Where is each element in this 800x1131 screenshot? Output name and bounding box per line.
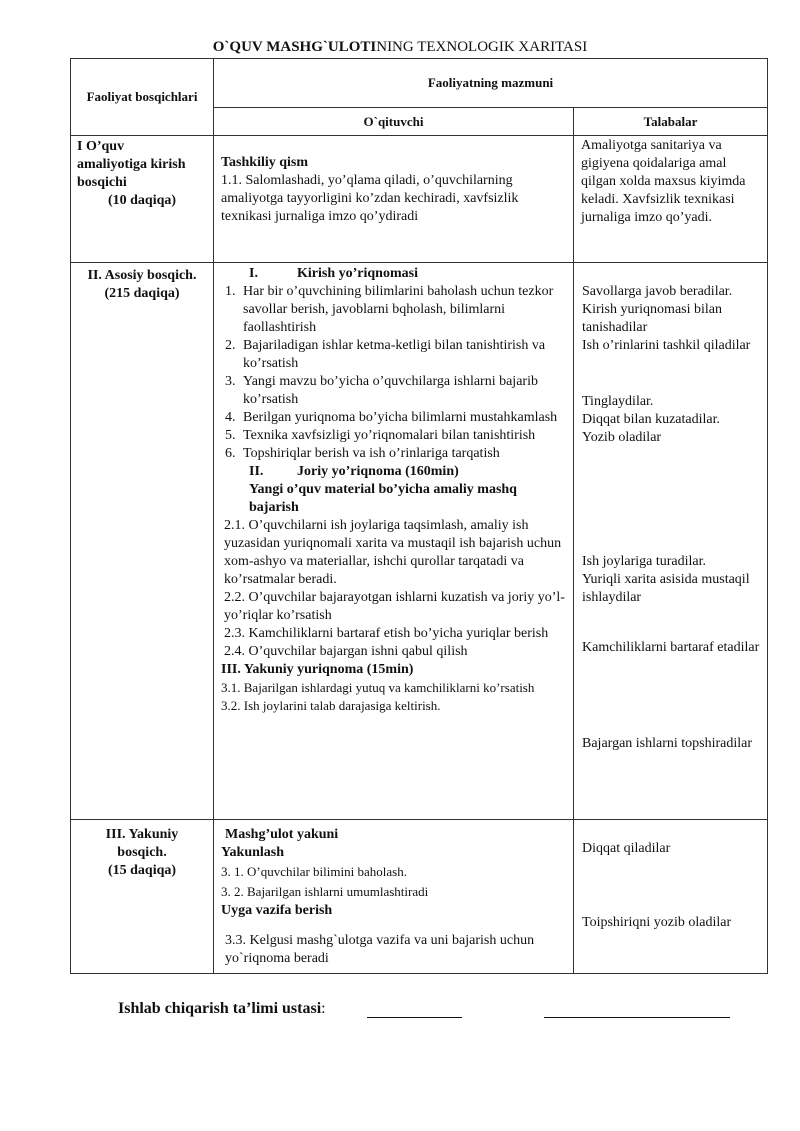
stage-duration: (10 daqiqa) [107,193,177,208]
signature-label: Ishlab chiqarish ta’limi ustasi: [118,1000,326,1017]
list-item: 2.1. O’quvchilarni ish joylariga taqsimlash, amaliy ish yuzasidan yuriqnomali xarita va mustaqil ish bajarish uchun xom-ashyo va materiallar, ishchi qurollar tarqatadi va ko’rsatmalar beradi. [224,518,562,587]
students-text: Ish o’rinlarini tashkil qiladilar [582,338,751,353]
stage-line: II. Asosiy bosqich. [87,268,197,283]
table-row [71,820,768,974]
students-text: Ish joylariga turadilar. [582,554,707,569]
table-row [71,136,768,263]
teacher-heading: Tashkiliy qism [221,155,309,170]
section-heading: III. Yakuniy yuriqnoma (15min) [221,662,414,677]
students-text: Yozib oladilar [582,430,662,445]
stage-cell-main [71,263,214,820]
students-text: Kamchiliklarni bartaraf etadilar [582,640,760,655]
list-item: 3. 1. O’quvchilar bilimini baholash. [221,864,407,879]
signature-name-line [544,1017,730,1018]
list-item: 6. Topshiriqlar berish va ish o’rinlariga tarqatish [225,446,500,461]
current-instruction-list [217,517,567,661]
list-item: 3.1. Bajarilgan ishlardagi yutuq va kamchiliklarni ko’rsatish [221,680,535,695]
teacher-cell-intro [214,136,574,263]
list-item: 2.2. O’quvchilar bajarayotgan ishlarni kuzatish va joriy yo’l-yo’riqlar ko’rsatish [224,590,565,623]
section-subtitle: Yangi o’quv material bo’yicha amaliy mashq bajarish [249,482,517,515]
section-heading: Mashg’ulot yakuni [225,827,339,842]
teacher-cell-final [214,820,574,974]
students-text: Diqqat qiladilar [582,841,671,856]
list-item: 2.4. O’quvchilar bajargan ishni qabul qilish [224,644,468,659]
title-bold-part: O`QUV MASHG`ULOTI [212,39,377,55]
list-item: 1. Har bir o’quvchining bilimlarini baholash uchun tezkor savollar berish, javoblarni bqholash, bilimlarni faollashtirish [225,284,554,335]
stage-cell-intro [71,136,214,263]
list-item: 3.3. Kelgusi mashg`ulotga vazifa va uni bajarish uchun yo`riqnoma beradi [225,933,535,966]
signature-line [367,1017,462,1018]
students-text: Bajargan ishlarni topshiradilar [582,736,753,751]
section-title: Kirish yo’riqnomasi [297,266,418,281]
students-text: Amaliyotga sanitariya va gigiyena qoidalariga amal qilgan xolda maxsus kiyimda keladi. Xavfsizlik texnikasi jurnaliga imzo qo’yadi. [581,138,746,225]
technology-map-table [70,58,768,974]
title-rest: NING TEXNOLOGIK XARITASI [376,39,588,55]
list-item: 3. Yangi mavzu bo’yicha o’quvchilarga ishlarni bajarib ko’rsatish [225,374,538,407]
header-students: Talabalar [574,108,768,136]
stage-cell-final [71,820,214,974]
students-text: Savollarga javob beradilar. [582,284,733,299]
teacher-cell-main [214,263,574,820]
students-cell-final [574,820,768,974]
section-title: Joriy yo’riqnoma (160min) [297,464,459,479]
section-heading: Uyga vazifa berish [221,903,333,918]
students-text: Diqqat bilan kuzatadilar. [582,412,721,427]
stage-line: bosqichi [77,175,127,190]
stage-line: III. Yakuniy [105,827,179,842]
students-text: Toipshiriqni yozib oladilar [582,915,732,930]
section-heading [217,463,567,481]
list-item: 3.2. Ish joylarini talab darajasiga keltirish. [221,698,441,713]
students-text: Kirish yuriqnomasi bilan tanishadilar [582,302,722,335]
header-teacher: O`qituvchi [214,108,574,136]
stage-duration: (215 daqiqa) [104,286,180,301]
list-item: 2.3. Kamchiliklarni bartaraf etish bo’yicha yuriqlar berish [224,626,549,641]
intro-instruction-list [217,283,567,463]
section-heading [217,265,567,283]
table-row [71,263,768,820]
students-text: Tinglaydilar. [582,394,654,409]
section-number: I. [249,266,258,281]
stage-line: I O’quv [77,139,125,154]
section-heading: Yakunlash [221,845,285,860]
stage-line: bosqich. [117,845,167,860]
header-stages: Faoliyat bosqichlari [71,59,214,136]
list-item: 4. Berilgan yuriqnoma bo’yicha bilimlarni mustahkamlash [225,410,558,425]
teacher-text: 1.1. Salomlashadi, yo’qlama qiladi, o’quvchilarning amaliyotga tayyorligini ko’zdan kechiradi, xavfsizlik texnikasi jurnaliga imzo qo’ydiradi [221,173,519,224]
students-text: Yuriqli xarita asisida mustaqil ishlaydilar [582,572,750,605]
list-item: 5. Texnika xavfsizligi yo’riqnomalari bilan tanishtirish [225,428,536,443]
section-number: II. [249,464,264,479]
stage-duration: (15 daqiqa) [107,863,177,878]
stage-line: amaliyotiga kirish [77,157,186,172]
students-cell-intro [574,136,768,263]
list-item: 2. Bajariladigan ishlar ketma-ketligi bilan tanishtirish va ko’rsatish [225,338,546,371]
document-title [0,39,800,56]
final-instruction-list [217,679,567,715]
list-item: 3. 2. Bajarilgan ishlarni umumlashtiradi [221,884,429,899]
students-cell-main [574,263,768,820]
header-content: Faoliyatning mazmuni [214,59,768,108]
